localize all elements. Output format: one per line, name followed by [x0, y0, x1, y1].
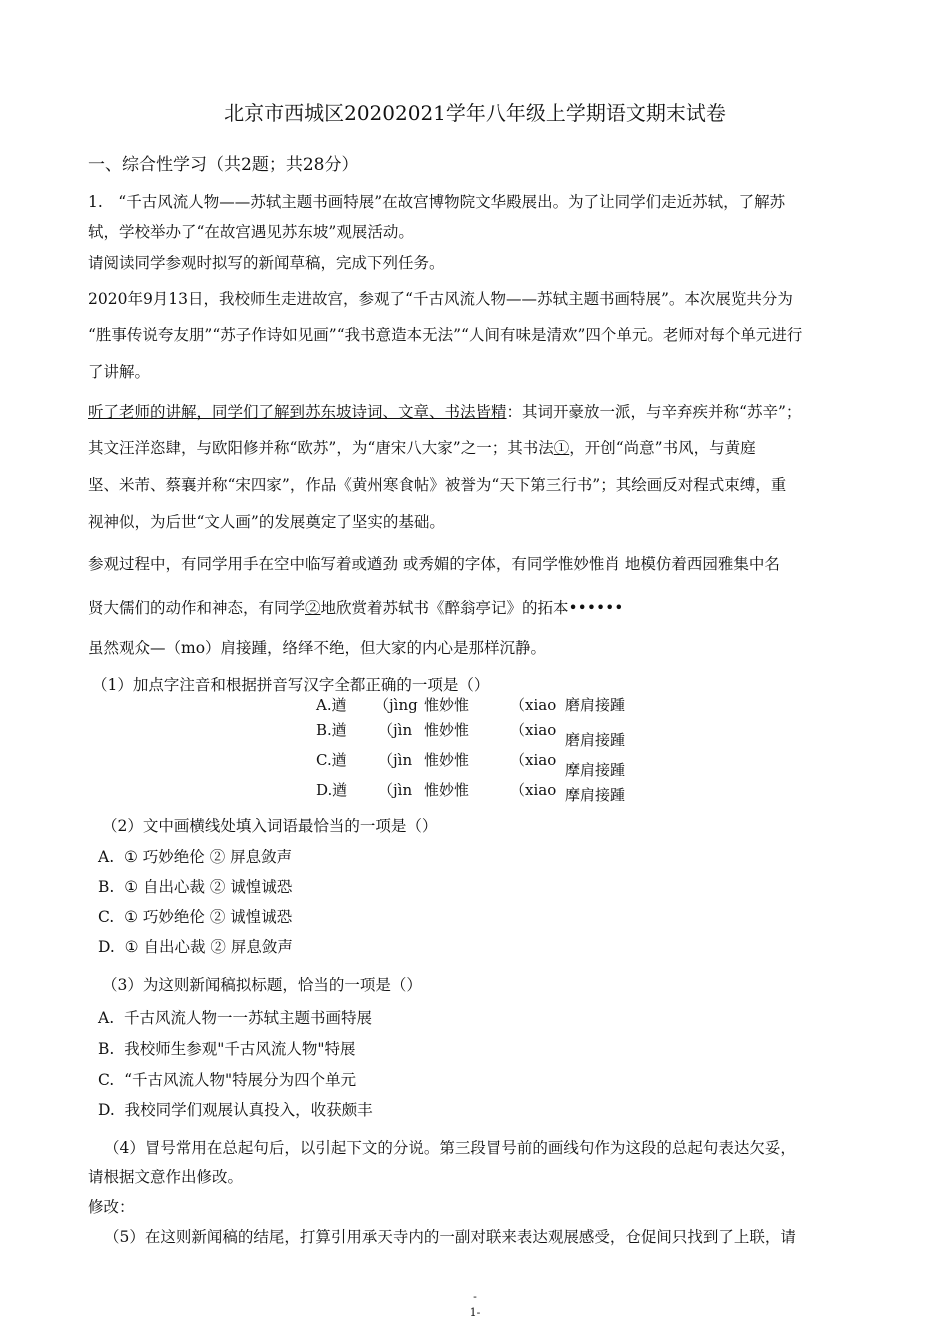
- para3-line2-start: 贤大儒们的动作和神态，有同学: [88, 599, 306, 617]
- sub1-option-b-col4: （xiao: [510, 721, 557, 739]
- para2-line3: 坚、米芾、蔡襄并称“宋四家”，作品《黄州寒食帖》被誉为“天下第三行书”；其绘画反对程式束缚，重: [88, 476, 787, 494]
- sub3-option-a: A. 千古风流人物一一苏轼主题书画特展: [98, 1009, 372, 1027]
- para2-line2-end: ，开创“尚意”书风，与黄庭: [569, 439, 756, 457]
- q1-instruction: 请阅读同学参观时拟写的新闻草稿，完成下列任务。: [88, 254, 445, 272]
- document-title: 北京市西城区20202021学年八年级上学期语文期末试卷: [224, 101, 726, 125]
- sub1-option-a-col1: A.遒: [316, 696, 347, 714]
- sub2-option-b: B. ① 自出心裁 ② 诚惶诚恐: [98, 878, 293, 896]
- sub1-option-a-col3: 惟妙惟: [424, 696, 470, 714]
- sub1-option-b-col3: 惟妙惟: [424, 721, 470, 739]
- para3-line2-end: 地欣赏着苏轼书《醉翁亭记》的拓本••••••: [320, 599, 624, 617]
- sub1-option-b-col1: B.遒: [316, 721, 347, 739]
- sub1-option-b-col2: （jìn: [378, 721, 413, 739]
- sub4-line1: （4）冒号常用在总起句后，以引起下文的分说。第三段冒号前的画线句作为这段的总起句表达欠妥，: [104, 1139, 796, 1157]
- sub1-option-d-col3: 惟妙惟: [424, 781, 470, 799]
- sub5-line1: （5）在这则新闻稿的结尾，打算引用承天寺内的一副对联来表达观展感受，仓促间只找到了上联，请: [104, 1228, 796, 1246]
- para2-line1: [88, 400, 801, 422]
- sub1-option-c-col1: C.遒: [316, 751, 347, 769]
- sub1-option-c-col5: 摩肩接踵: [565, 761, 626, 779]
- sub3-option-c: C. “千古风流人物"特展分为四个单元: [98, 1071, 357, 1089]
- sub4-line2: 请根据文意作出修改。: [88, 1168, 244, 1186]
- underlined-topic-sentence: 听了老师的讲解，同学们了解到苏东坡诗词、文章、书法皆精: [88, 403, 507, 421]
- sub4-answer-label: 修改：: [88, 1198, 135, 1216]
- sub2-option-d: D. ① 自出心裁 ② 屏息敛声: [98, 938, 293, 956]
- para1-line3: 了讲解。: [88, 363, 151, 381]
- sub1-option-c-col3: 惟妙惟: [424, 751, 470, 769]
- sub1-question: （1）加点字注音和根据拼音写汉字全都正确的一项是（）: [92, 676, 490, 694]
- sub1-option-d-col2: （jìn: [378, 781, 413, 799]
- page-number: 1-: [469, 1306, 481, 1319]
- para3-line1: 参观过程中，有同学用手在空中临写着或遒劲 或秀媚的字体，有同学惟妙惟肖 地模仿着西园雅集中名: [88, 555, 780, 573]
- q1-intro-line1: 1. “千古风流人物——苏轼主题书画特展”在故宫博物院文华殿展出。为了让同学们走近苏轼，了解苏: [88, 193, 786, 211]
- para2-line2: [88, 436, 756, 458]
- sub1-option-b-col5: 磨肩接踵: [565, 731, 626, 749]
- sub2-option-c: C. ① 巧妙绝伦 ② 诚惶诚恐: [98, 908, 293, 926]
- para2-line4: 视神似，为后世“文人画”的发展奠定了坚实的基础。: [88, 513, 445, 531]
- sub1-option-d-col4: （xiao: [510, 781, 557, 799]
- para1-line2: “胜事传说夸友朋”“苏子作诗如见画”“我书意造本无法”“人间有味是清欢”四个单元。老师对每个单元进行: [88, 326, 803, 344]
- sub3-option-b: B. 我校师生参观"千古风流人物"特展: [98, 1040, 356, 1058]
- sub1-option-d-col1: D.遒: [316, 781, 348, 799]
- sub1-option-c-col2: （jìn: [378, 751, 413, 769]
- sub1-option-a-col4: （xiao: [510, 696, 557, 714]
- para2-line2-start: 其文汪洋恣肆，与欧阳修并称“欧苏”，为“唐宋八大家”之一；其书法: [88, 439, 554, 457]
- para3-line2: [88, 596, 623, 618]
- q1-intro-line2: 轼，学校举办了“在故宫遇见苏东坡”观展活动。: [88, 223, 414, 241]
- para1-line1: 2020年9月13日，我校师生走进故宫，参观了“千古风流人物——苏轼主题书画特展”。本次展览共分为: [88, 290, 793, 308]
- sub2-question: （2）文中画横线处填入词语最恰当的一项是（）: [102, 817, 438, 835]
- sub1-option-a-col2: （jìng: [374, 696, 418, 714]
- sub2-option-a: A. ① 巧妙绝伦 ② 屏息敛声: [98, 848, 293, 866]
- section-heading: 一、综合性学习（共2题；共28分）: [88, 155, 359, 175]
- sub3-option-d: D. 我校同学们观展认真投入，收获颇丰: [98, 1101, 373, 1119]
- para3-line3: 虽然观众—（mo）肩接踵，络绎不绝，但大家的内心是那样沉静。: [88, 639, 547, 657]
- para2-line1-rest: ：其词开豪放一派，与辛弃疾并称“苏辛”；: [506, 403, 802, 421]
- blank-1: ①: [553, 439, 570, 457]
- blank-2: ②: [305, 599, 321, 617]
- sub3-question: （3）为这则新闻稿拟标题，恰当的一项是（）: [102, 976, 422, 994]
- page-number-dash: -: [473, 1290, 477, 1303]
- sub1-option-c-col4: （xiao: [510, 751, 557, 769]
- sub1-option-a-col5: 磨肩接踵: [565, 696, 626, 714]
- sub1-option-d-col5: 摩肩接踵: [565, 786, 626, 804]
